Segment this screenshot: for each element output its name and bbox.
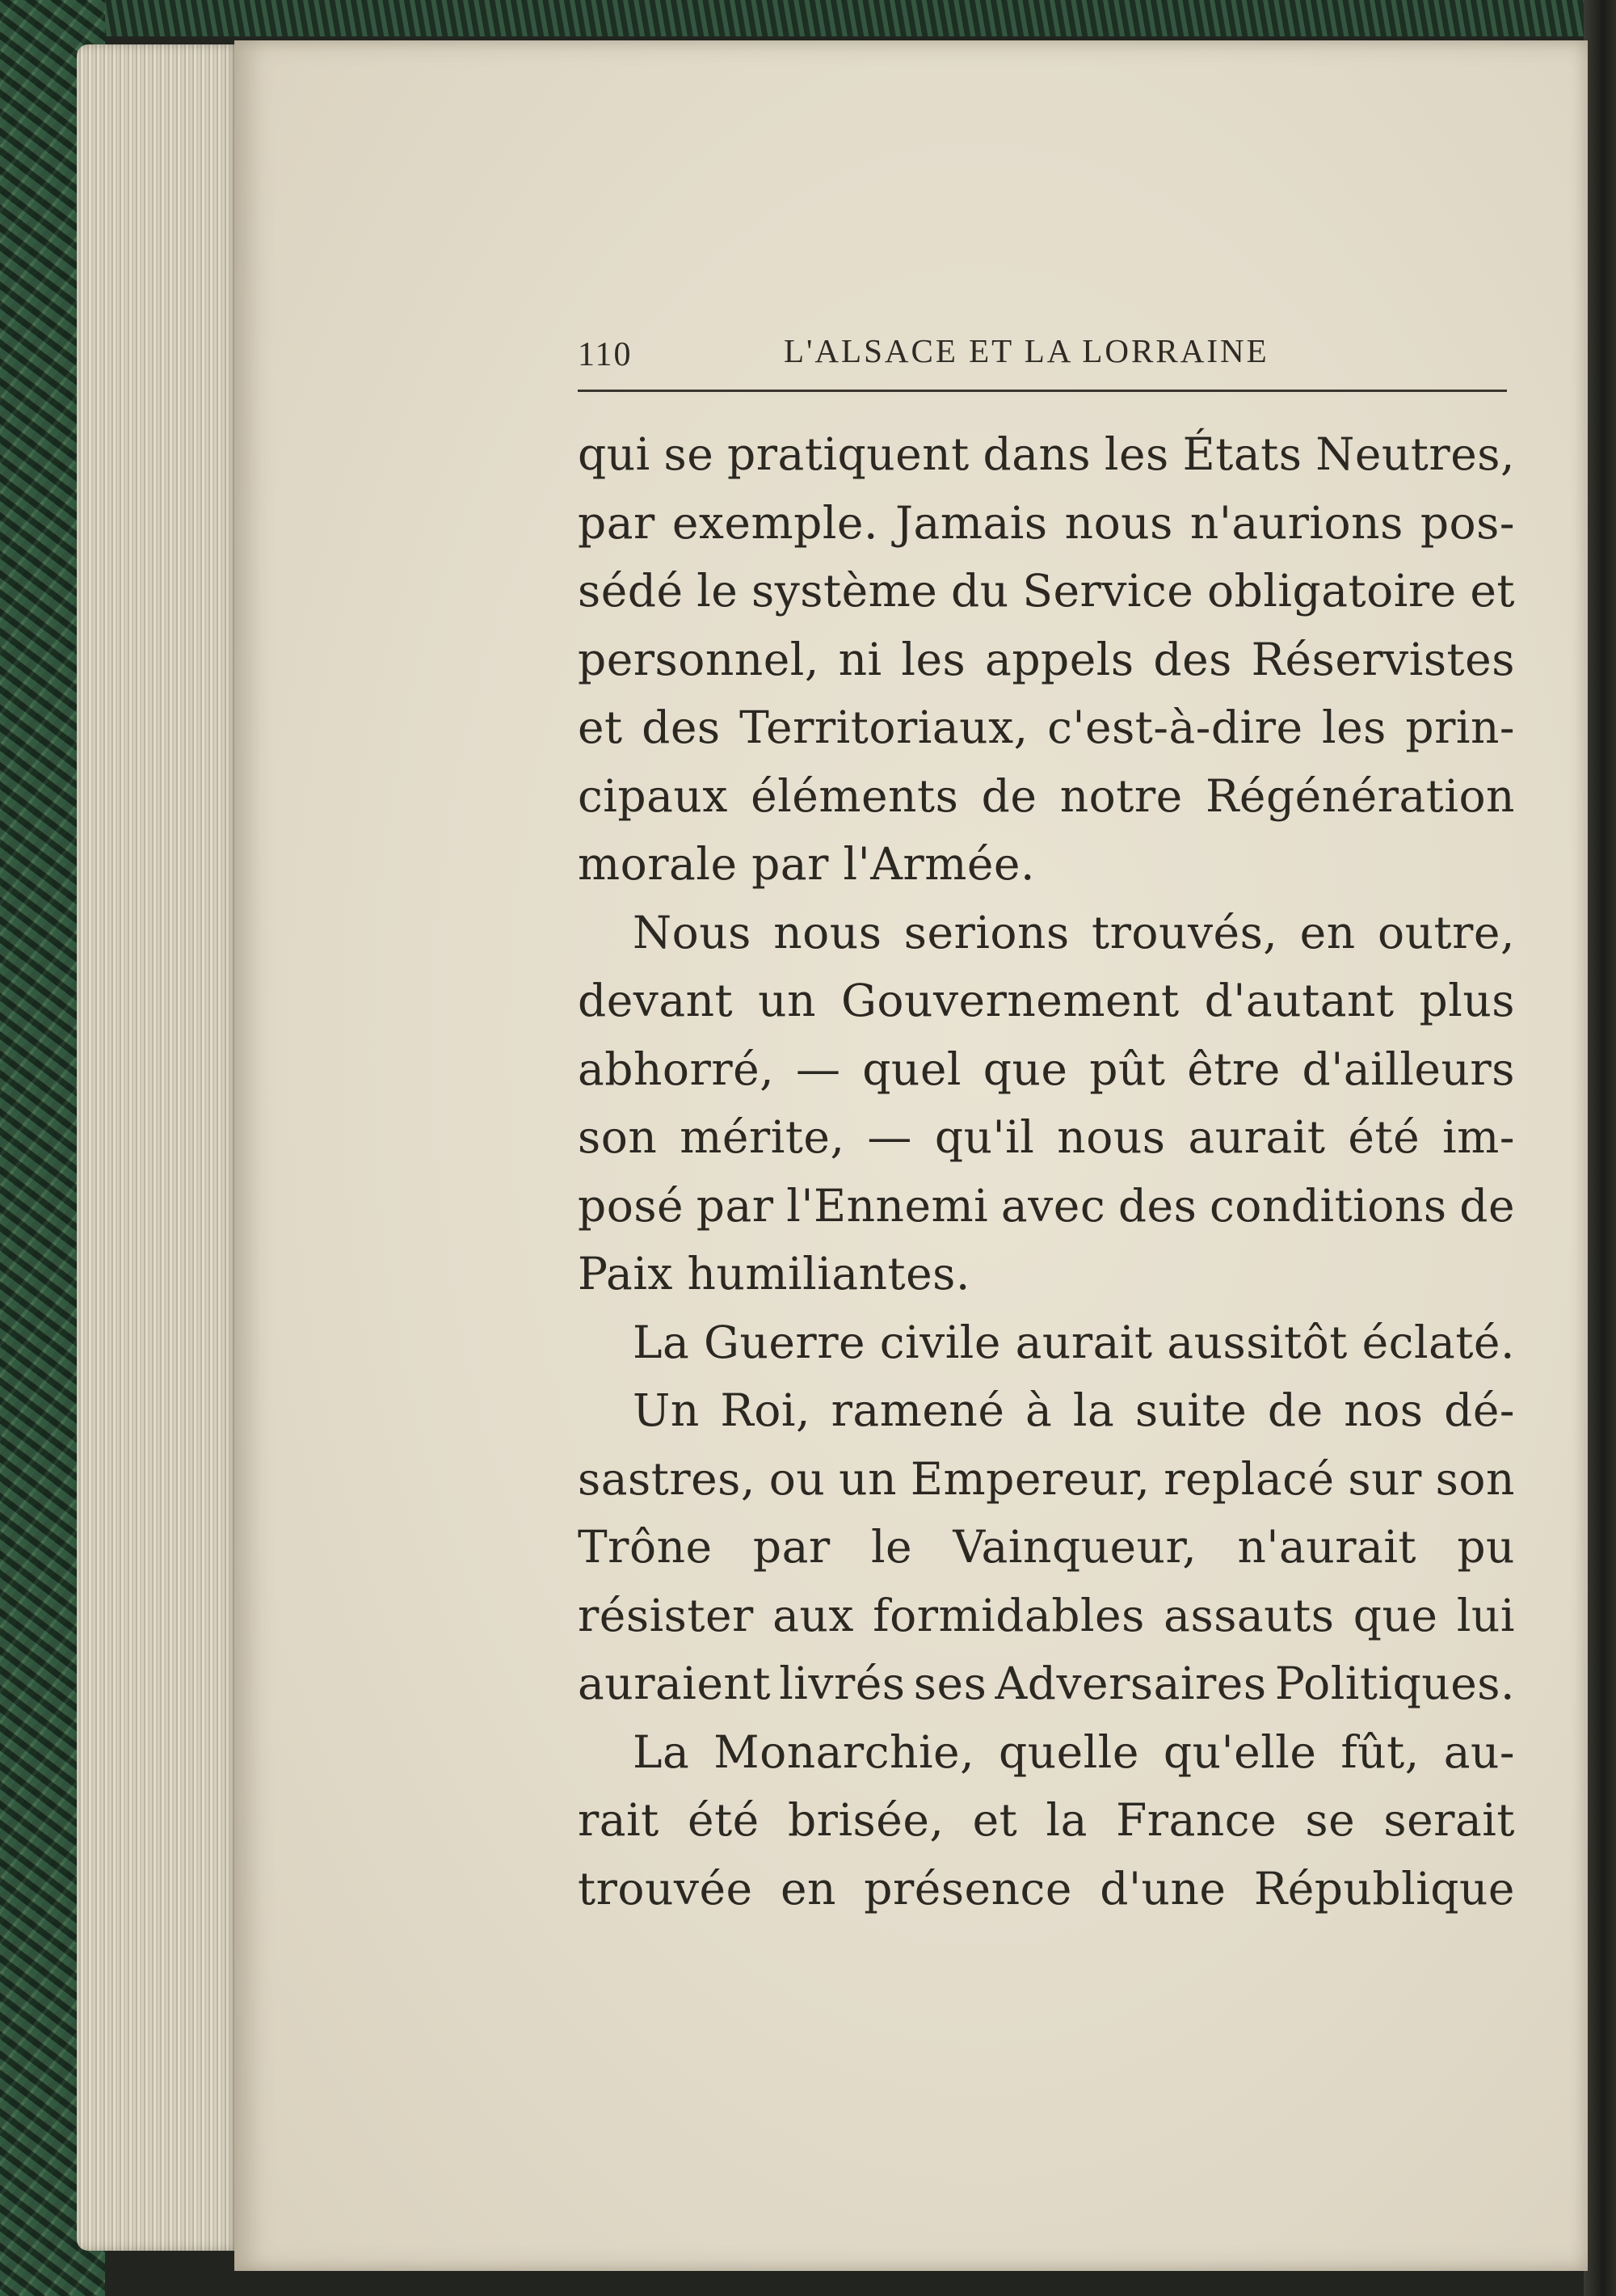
word: nos bbox=[1344, 1384, 1424, 1436]
word: à bbox=[1025, 1384, 1053, 1436]
word: Service bbox=[1022, 565, 1194, 617]
word: et bbox=[1470, 565, 1515, 617]
text-line bbox=[578, 967, 1515, 1035]
text-line bbox=[578, 1172, 1515, 1241]
word: conditions bbox=[1209, 1179, 1447, 1232]
text-line bbox=[578, 1513, 1515, 1582]
word: Monarchie, bbox=[713, 1725, 975, 1778]
word: — bbox=[795, 1043, 841, 1095]
word: pût bbox=[1089, 1043, 1166, 1095]
word: serait bbox=[1383, 1794, 1515, 1846]
word: sastres, bbox=[578, 1452, 755, 1505]
word: Paix bbox=[578, 1248, 673, 1300]
word: Adversaires bbox=[995, 1658, 1267, 1709]
word: Un bbox=[633, 1384, 700, 1436]
word: la bbox=[1072, 1384, 1115, 1436]
word: lui bbox=[1456, 1589, 1515, 1641]
word: brisée, bbox=[787, 1794, 945, 1846]
word: Jamais bbox=[895, 496, 1048, 549]
word: États bbox=[1182, 428, 1302, 480]
word: aussitôt bbox=[1167, 1316, 1348, 1368]
word: en bbox=[1299, 906, 1356, 958]
word: au- bbox=[1443, 1725, 1515, 1778]
word: qu'il bbox=[934, 1111, 1035, 1163]
word: et bbox=[578, 701, 623, 753]
word: être bbox=[1187, 1043, 1281, 1095]
word: Réservistes bbox=[1251, 633, 1515, 685]
word: assauts bbox=[1164, 1589, 1335, 1641]
word: Neutres, bbox=[1315, 428, 1515, 480]
text-line bbox=[578, 1855, 1515, 1923]
word: obligatoire bbox=[1207, 565, 1457, 617]
word: mérite, bbox=[680, 1111, 845, 1163]
word: devant bbox=[578, 975, 734, 1026]
word: pos- bbox=[1420, 496, 1515, 549]
text-line bbox=[578, 693, 1515, 762]
text-line bbox=[578, 1103, 1515, 1172]
word: abhorré, bbox=[578, 1043, 775, 1095]
word: aurait bbox=[1188, 1111, 1326, 1163]
word: pratiquent bbox=[727, 428, 970, 480]
word: par bbox=[578, 496, 655, 549]
cover-top-edge bbox=[0, 0, 1616, 36]
word: système bbox=[751, 565, 938, 617]
word: replacé bbox=[1164, 1452, 1335, 1505]
word: posé bbox=[578, 1179, 684, 1232]
text-line bbox=[578, 1445, 1515, 1514]
book-page bbox=[234, 40, 1588, 2271]
text-line bbox=[578, 1786, 1515, 1855]
word: serions bbox=[903, 906, 1070, 958]
word: la bbox=[1046, 1794, 1088, 1846]
binding-edge bbox=[1584, 0, 1616, 2296]
word: Territoriaux, bbox=[739, 701, 1029, 753]
word: Empereur, bbox=[910, 1452, 1151, 1505]
word: suite bbox=[1134, 1384, 1248, 1436]
text-line bbox=[578, 1240, 1515, 1308]
word: ses bbox=[913, 1658, 987, 1709]
word: c'est-à-dire bbox=[1047, 701, 1303, 753]
word: en bbox=[780, 1862, 836, 1915]
word: appels bbox=[985, 633, 1134, 685]
word: Régénération bbox=[1205, 769, 1515, 822]
word: n'aurions bbox=[1189, 496, 1403, 549]
text-line bbox=[578, 1649, 1515, 1718]
text-line bbox=[578, 1035, 1515, 1104]
word: par bbox=[752, 1521, 831, 1573]
word: ramené bbox=[831, 1384, 1005, 1436]
text-line bbox=[578, 1376, 1515, 1445]
word: Politiques. bbox=[1274, 1658, 1515, 1709]
word: dans bbox=[983, 428, 1092, 480]
word: quel bbox=[862, 1043, 962, 1095]
word: France bbox=[1116, 1794, 1277, 1846]
word: se bbox=[663, 428, 714, 480]
word: dé- bbox=[1444, 1384, 1515, 1436]
word: de bbox=[1267, 1384, 1324, 1436]
text-line bbox=[578, 489, 1515, 558]
word: qui bbox=[578, 428, 650, 480]
word: formidables bbox=[873, 1589, 1145, 1641]
word: n'aurait bbox=[1237, 1521, 1417, 1573]
word: de bbox=[981, 769, 1037, 822]
word: du bbox=[951, 565, 1009, 617]
running-title: L'ALSACE ET LA LORRAINE bbox=[784, 332, 1269, 369]
text-line bbox=[578, 420, 1515, 489]
word: Roi, bbox=[720, 1384, 810, 1436]
text-line bbox=[578, 830, 1515, 899]
word: rait bbox=[578, 1794, 659, 1846]
word: humiliantes. bbox=[687, 1248, 970, 1300]
page-number: 110 bbox=[578, 336, 633, 373]
word: des bbox=[1117, 1179, 1197, 1232]
word: un bbox=[758, 975, 816, 1026]
word: que bbox=[1353, 1589, 1438, 1641]
word: des bbox=[1153, 633, 1232, 685]
text-line bbox=[578, 557, 1515, 626]
text-line bbox=[578, 1308, 1515, 1377]
word: avec bbox=[1000, 1179, 1106, 1232]
word: fût, bbox=[1340, 1725, 1420, 1778]
word: par bbox=[751, 838, 829, 890]
word: personnel, bbox=[578, 633, 819, 685]
word: nous bbox=[1057, 1111, 1166, 1163]
word: sédé bbox=[578, 565, 684, 617]
word: des bbox=[642, 701, 721, 753]
word: im- bbox=[1442, 1111, 1515, 1163]
running-head bbox=[578, 283, 1515, 372]
word: quelle bbox=[999, 1725, 1139, 1778]
word: que bbox=[983, 1043, 1068, 1095]
word: se bbox=[1305, 1794, 1356, 1846]
body-text bbox=[578, 420, 1515, 1923]
word: plus bbox=[1419, 975, 1515, 1026]
word: La bbox=[633, 1725, 690, 1778]
word: les bbox=[1322, 701, 1387, 753]
word: civile bbox=[879, 1316, 1001, 1368]
word: éclaté. bbox=[1361, 1316, 1515, 1368]
word: ni bbox=[838, 633, 882, 685]
word: le bbox=[870, 1521, 913, 1573]
word: Gouvernement bbox=[840, 975, 1180, 1026]
word: exemple. bbox=[671, 496, 878, 549]
word: auraient bbox=[578, 1658, 771, 1709]
word: prin- bbox=[1405, 701, 1515, 753]
word: d'autant bbox=[1204, 975, 1395, 1026]
header-rule bbox=[578, 390, 1507, 392]
word: l'Armée. bbox=[843, 838, 1035, 890]
word: pu bbox=[1457, 1521, 1515, 1573]
word: sur bbox=[1348, 1452, 1422, 1505]
word: été bbox=[688, 1794, 760, 1846]
word: nous bbox=[773, 906, 882, 958]
word: livrés bbox=[779, 1658, 906, 1709]
word: La bbox=[633, 1316, 690, 1368]
word: République bbox=[1253, 1862, 1515, 1915]
text-line bbox=[578, 762, 1515, 831]
word: Nous bbox=[633, 906, 751, 958]
word: éléments bbox=[751, 769, 959, 822]
word: aurait bbox=[1015, 1316, 1153, 1368]
word: présence bbox=[864, 1862, 1072, 1915]
word: le bbox=[696, 565, 739, 617]
word: son bbox=[578, 1111, 658, 1163]
word: outre, bbox=[1377, 906, 1515, 958]
word: et bbox=[972, 1794, 1018, 1846]
text-line bbox=[578, 899, 1515, 967]
text-line bbox=[578, 1582, 1515, 1650]
word: été bbox=[1348, 1111, 1420, 1163]
word: Vainqueur, bbox=[953, 1521, 1197, 1573]
word: d'ailleurs bbox=[1302, 1043, 1515, 1095]
word: Guerre bbox=[704, 1316, 866, 1368]
word: cipaux bbox=[578, 769, 728, 822]
word: morale bbox=[578, 838, 738, 890]
word: ou bbox=[768, 1452, 826, 1505]
word: trouvés, bbox=[1092, 906, 1278, 958]
word: aux bbox=[772, 1589, 854, 1641]
word: de bbox=[1459, 1179, 1515, 1232]
word: notre bbox=[1059, 769, 1183, 822]
word: un bbox=[839, 1452, 897, 1505]
page-edges bbox=[77, 44, 238, 2251]
word: l'Ennemi bbox=[786, 1179, 989, 1232]
word: nous bbox=[1064, 496, 1173, 549]
page-content bbox=[578, 283, 1515, 1915]
word: résister bbox=[578, 1589, 754, 1641]
word: les bbox=[1104, 428, 1169, 480]
word: trouvée bbox=[578, 1862, 753, 1915]
text-line bbox=[578, 1718, 1515, 1787]
word: par bbox=[696, 1179, 774, 1232]
word: Trône bbox=[578, 1521, 713, 1573]
word: son bbox=[1435, 1452, 1515, 1505]
word: — bbox=[867, 1111, 912, 1163]
word: qu'elle bbox=[1163, 1725, 1317, 1778]
word: les bbox=[901, 633, 966, 685]
text-line bbox=[578, 626, 1515, 694]
word: d'une bbox=[1100, 1862, 1227, 1915]
